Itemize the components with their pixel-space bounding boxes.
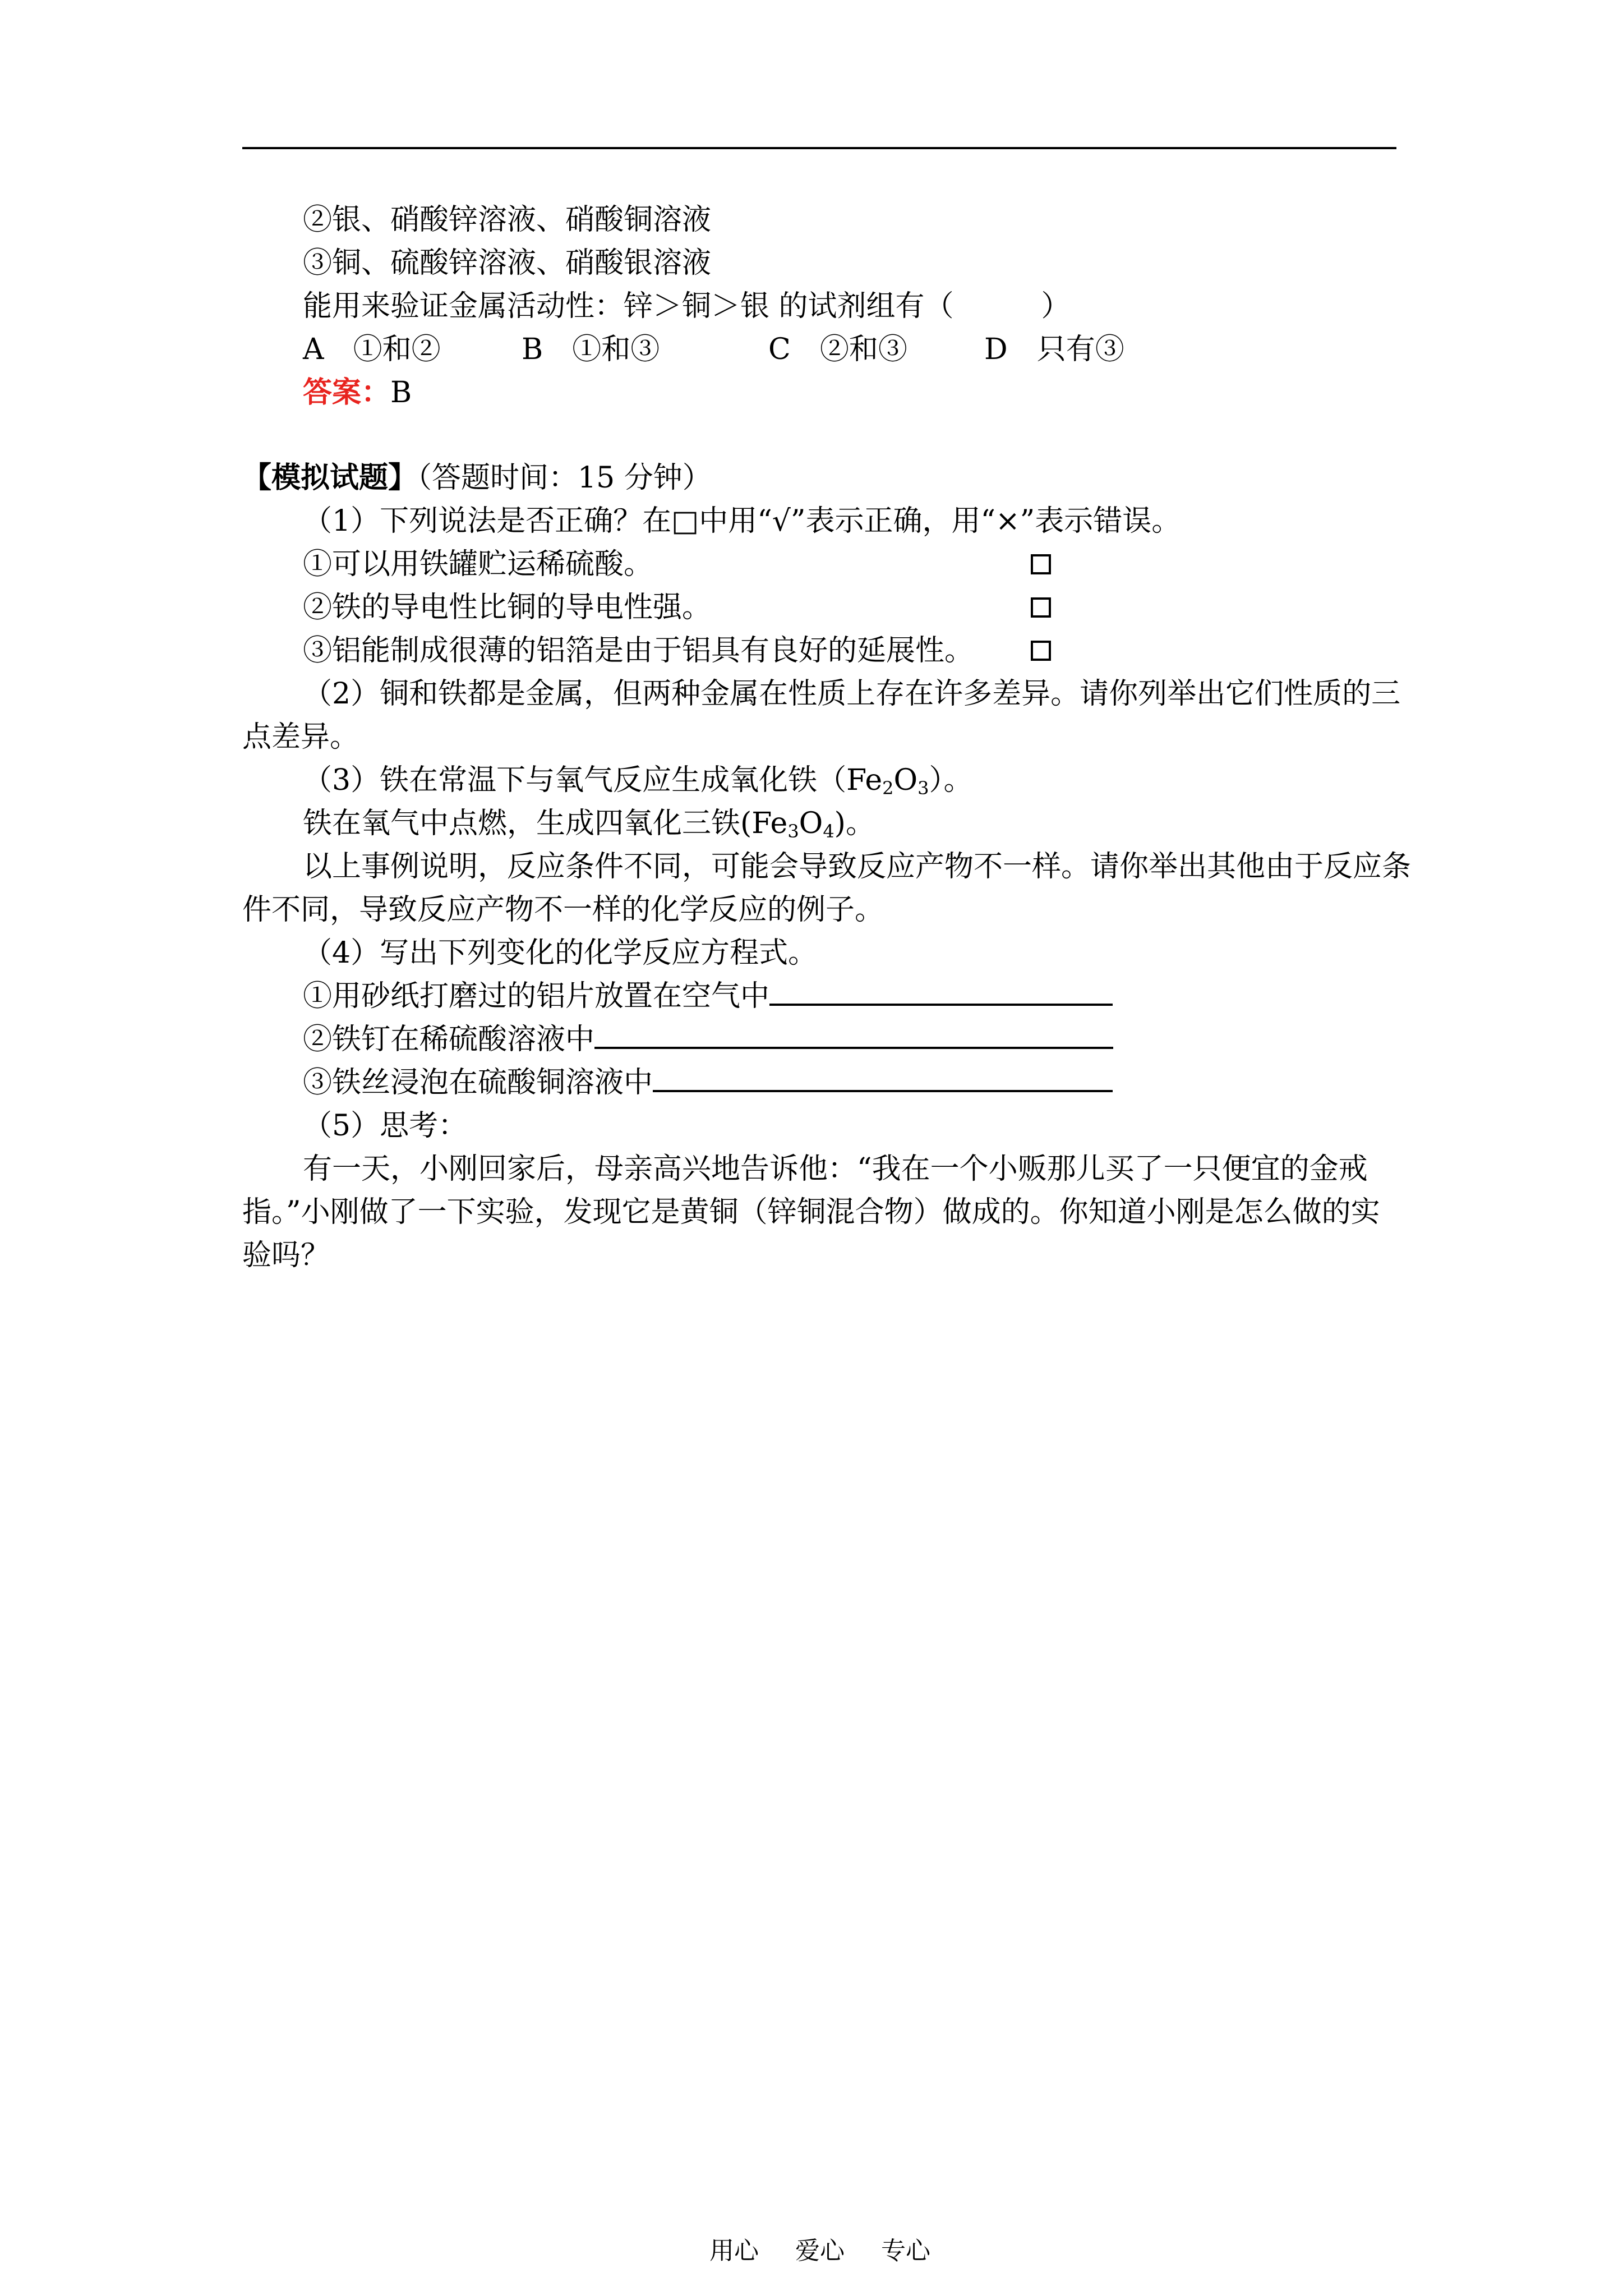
option-item-3: ③铜、硫酸锌溶液、硝酸银溶液 xyxy=(303,246,712,280)
q2-line-2: 点差异。 xyxy=(242,720,359,754)
q4-answer-blank-3[interactable] xyxy=(653,1090,1113,1092)
section-title: 【模拟试题】 xyxy=(242,461,418,495)
section-time-note: （答题时间：15 分钟） xyxy=(417,461,712,495)
option-c: C ②和③ xyxy=(768,333,907,366)
option-b: B ①和③ xyxy=(522,333,660,366)
q4-prompt: （4）写出下列变化的化学反应方程式。 xyxy=(303,936,818,970)
q1-item-1: ①可以用铁罐贮运稀硫酸。 xyxy=(303,547,653,581)
answer-label: 答案： xyxy=(303,375,391,409)
option-item-2: ②银、硝酸锌溶液、硝酸铜溶液 xyxy=(303,203,712,237)
q4-item-1: ①用砂纸打磨过的铝片放置在空气中 xyxy=(303,978,1113,1014)
q1-item-2: ②铁的导电性比铜的导电性强。 xyxy=(303,591,712,624)
section-heading xyxy=(242,460,712,496)
q5-line-1: 有一天，小刚回家后，母亲高兴地告诉他：“我在一个小贩那儿买了一只便宜的金戒 xyxy=(303,1152,1368,1186)
q4-item-3: ③铁丝浸泡在硫酸铜溶液中 xyxy=(303,1065,1113,1101)
q3-line-2: 铁在氧气中点燃，生成四氧化三铁$(Fe_3O_4)$。 xyxy=(303,807,875,842)
q5-prompt: （5）思考： xyxy=(303,1109,468,1143)
answer-line xyxy=(303,375,412,411)
q5-line-3: 验吗？ xyxy=(242,1239,330,1272)
q4-item-2: ②铁钉在稀硫酸溶液中 xyxy=(303,1022,1113,1057)
q1-prompt: （1）下列说法是否正确？在□中用“√”表示正确，用“×”表示错误。 xyxy=(303,504,1181,538)
q4-answer-blank-1[interactable] xyxy=(769,1004,1113,1006)
footer-text-1: 用心 xyxy=(709,2237,759,2265)
question-stem: 能用来验证金属活动性：锌＞铜＞银 的试剂组有（ ） xyxy=(303,289,1071,323)
option-d: D 只有③ xyxy=(984,333,1124,366)
option-a: A ①和② xyxy=(303,333,441,366)
q1-checkbox-1[interactable] xyxy=(1031,554,1051,574)
header-rule xyxy=(242,147,1396,149)
q3-line-1: （3）铁在常温下与氧气反应生成氧化铁$(Fe_2O_3)$。 xyxy=(303,763,973,799)
q3-line-3: 以上事例说明，反应条件不同，可能会导致反应产物不一样。请你举出其他由于反应条 xyxy=(303,850,1412,884)
q4-answer-blank-2[interactable] xyxy=(594,1047,1113,1049)
q1-checkbox-2[interactable] xyxy=(1031,597,1051,618)
footer-text-2: 爱心 xyxy=(795,2237,845,2265)
q3-line-4: 件不同，导致反应产物不一样的化学反应的例子。 xyxy=(242,893,884,927)
q5-line-2: 指。”小刚做了一下实验，发现它是黄铜（锌铜混合物）做成的。你知道小刚是怎么做的实 xyxy=(242,1195,1380,1229)
q1-checkbox-3[interactable] xyxy=(1031,641,1051,661)
footer-text-3: 专心 xyxy=(881,2237,930,2265)
q2-line-1: （2）铜和铁都是金属，但两种金属在性质上存在许多差异。请你列举出它们性质的三 xyxy=(303,677,1401,711)
q1-item-3: ③铝能制成很薄的铝箔是由于铝具有良好的延展性。 xyxy=(303,634,974,668)
answer-value: B xyxy=(390,376,412,409)
